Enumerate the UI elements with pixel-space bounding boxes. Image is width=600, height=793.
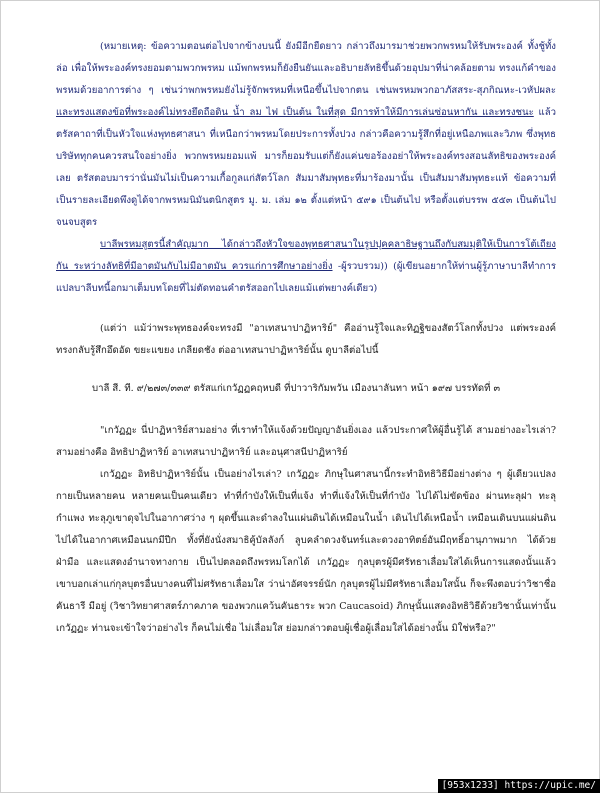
- note-paragraph-1: [56, 36, 556, 234]
- scripture-reference: บาลี สี. ที. ๙/๒๗๓/๓๓๙ ตรัสแก่เกวัฏฏคฤหบดี ที่ปาวาริกัมพวัน เมืองนาลันทา หน้า ๑๙๗ บรรทัดที่ ๓: [92, 383, 501, 394]
- note-paragraph-2: [56, 234, 556, 300]
- note-block: [56, 36, 556, 300]
- note-text: (หมายเหตุ: ข้อความตอนต่อไปจากข้างบนนี้ ยังมีอีกยืดยาว กล่าวถึงมารมาช่วยพวกพรหมให้รับพระองค์ ทั้งชู้ทั้งล่อ เพื่อให้พระองค์ทรงยอมตามพวกพรหม แม้พกพรหมก็ยังยืนยันและอธิบายลัทธิขึ้นด้วยอุปมาที่น่าคล้อยตาม ทรงแก้คำของพรหมด้วยอาการต่าง ๆ เช่นว่าพกพรหมยังไม่รู้จักพรหมที่เหนือขึ้นไปจากตน เช่นพรหมพวกอาภัสสระ-สุภกิณหะ-เวหัปผละ: [56, 41, 556, 96]
- intro-paragraph: (แต่ว่า แม้ว่าพระพุทธองค์จะทรงมี "อาเทสนาปาฏิหาริย์" คืออ่านรู้ใจและทิฏฐิของสัตว์โลกทั้งปวง แต่พระองค์ทรงกลับรู้สึกอึดอัด ขยะแขยง เกลียดชัง ต่ออาเทสนาปาฏิหาริย์นั้น ดูบาลีต่อไปนี้: [56, 323, 556, 356]
- quote-block: [56, 420, 556, 640]
- note-underlined-text-2: บาลีพรหมสูตรนี้สำคัญมาก ได้กล่าวถึงหัวใจของพุทธศาสนาในรูปปุคคลาธิษฐานถึงกับสมมุติให้เป็นการโต้เถียงกัน ระหว่างลัทธิที่มีอาตมันกับไม่มีอาตมัน ควรแก่การศึกษาอย่างยิ่ง: [56, 239, 556, 272]
- intro-block: [56, 318, 556, 362]
- note-underlined-text: และทรงแสดงข้อที่พระองค์ไม่ทรงยึดถือดิน น้ำ ลม ไฟ เป็นต้น ในที่สุด มีการท้าให้มีการเล่นซ่อนหากัน และทรงชนะ: [56, 107, 534, 118]
- quote-paragraph-2: เกวัฏฏะ อิทธิปาฏิหาริย์นั้น เป็นอย่างไรเล่า? เกวัฏฏะ ภิกษุในศาสนานี้กระทำอิทธิวิธีมีอย่างต่าง ๆ ผู้เดียวแปลงกายเป็นหลายคน หลายคนเป็นคนเดียว ทำที่กำบังให้เป็นที่แจ้ง ทำที่แจ้งให้เป็นที่กำบัง ไปได้ไม่ขัดข้อง ผ่านทะลุฝา ทะลุกำแพง ทะลุภูเขาดุจไปในอากาศว่าง ๆ ผุดขึ้นและดำลงในแผ่นดินได้เหมือนในน้ำ เดินไปได้เหนือน้ำ เหมือนเดินบนแผ่นดิน ไปได้ในอากาศเหมือนนกมีปีก ทั้งที่ยังนั่งสมาธิคู้บัลลังก์ ลูบคลำดวงจันทร์และดวงอาทิตย์อันมีฤทธิ์อานุภาพมาก ได้ด้วยฝ่ามือ และแสดงอำนาจทางกาย เป็นไปตลอดถึงพรหมโลกได้ เกวัฏฏะ กุลบุตรผู้มีศรัทธาเลื่อมใสได้เห็นการแสดงนั้นแล้ว เขาบอกเล่าแก่กุลบุตรอื่นบางคนที่ไม่ศรัทธาเลื่อมใส ว่าน่าอัศจรรย์นัก กุลบุตรผู้ไม่มีศรัทธาเลื่อมใสนั้น ก็จะพึงตอบว่าวิชาชื่อคันธารี มีอยู่ (วิชาวิทยาศาสตร์ภาคภาค ของพวกแคว้นคันธาระ พวก Caucasoid) ภิกษุนั้นแสดงอิทธิวิธีด้วยวิชานั้นเท่านั้น เกวัฏฏะ ท่านจะเข้าใจว่าอย่างไร ก็คนไม่เชื่อ ไม่เลื่อมใส ย่อมกล่าวตอบผู้เชื่อผู้เลื่อมใสได้อย่างนั้น มิใช่หรือ?": [56, 469, 556, 634]
- note-text-2: -ผู้รวบรวม)) (ผู้เขียนอยากให้ท่านผู้รู้ภาษาบาลีทำการแปลบาลีบทนี้อกมาเต็มบทโดยที่ไม่ตัดทอนคำตรัสออกไปเลยแม้แต่พยางค์เดียว): [56, 261, 556, 294]
- quote-paragraph-1: "เกวัฏฏะ นี่ปาฏิหาริย์สามอย่าง ที่เราทำให้แจ้งด้วยปัญญาอันยิ่งเอง แล้วประกาศให้ผู้อื่นรู้ได้ สามอย่างอะไรเล่า? สามอย่างคือ อิทธิปาฏิหาริย์ อาเทสนาปาฏิหาริย์ และอนุศาสนีปาฏิหาริย์: [56, 425, 556, 458]
- image-host-watermark: [953x1233] https://upic.me/: [438, 779, 600, 793]
- note-text-continued: แล้วตรัสคาถาที่เป็นหัวใจแห่งพุทธศาสนา ที่เหนือกว่าพรหมโดยประการทั้งปวง กล่าวคือความรู้สึกที่อยู่เหนือภพและวิภพ ซึ่งพุทธบริษัททุกคนควรสนใจอย่างยิ่ง พวกพรหมยอมแพ้ มารก็ยอมรับแต่ก็ยังแค่นขอร้องอย่าให้พระองค์ทรงสอนลัทธิของพระองค์เลย ตรัสตอบมารว่านั่นมันไม่เป็นความเกื้อกูลแก่สัตว์โลก สัมมาสัมพุทธะที่มาร้องมานั้น เป็นสัมมาสัมพุทธะแท้ ข้อความที่เป็นรายละเอียดพึงดูได้จากพรหมนิมันตนิกสูตร มู. ม. เล่ม ๑๒ ตั้งแต่หน้า ๕๙๑ เป็นต้นไป หรือตั้งแต่บรรพ ๕๕๓ เป็นต้นไปจนจบสูตร: [56, 107, 556, 228]
